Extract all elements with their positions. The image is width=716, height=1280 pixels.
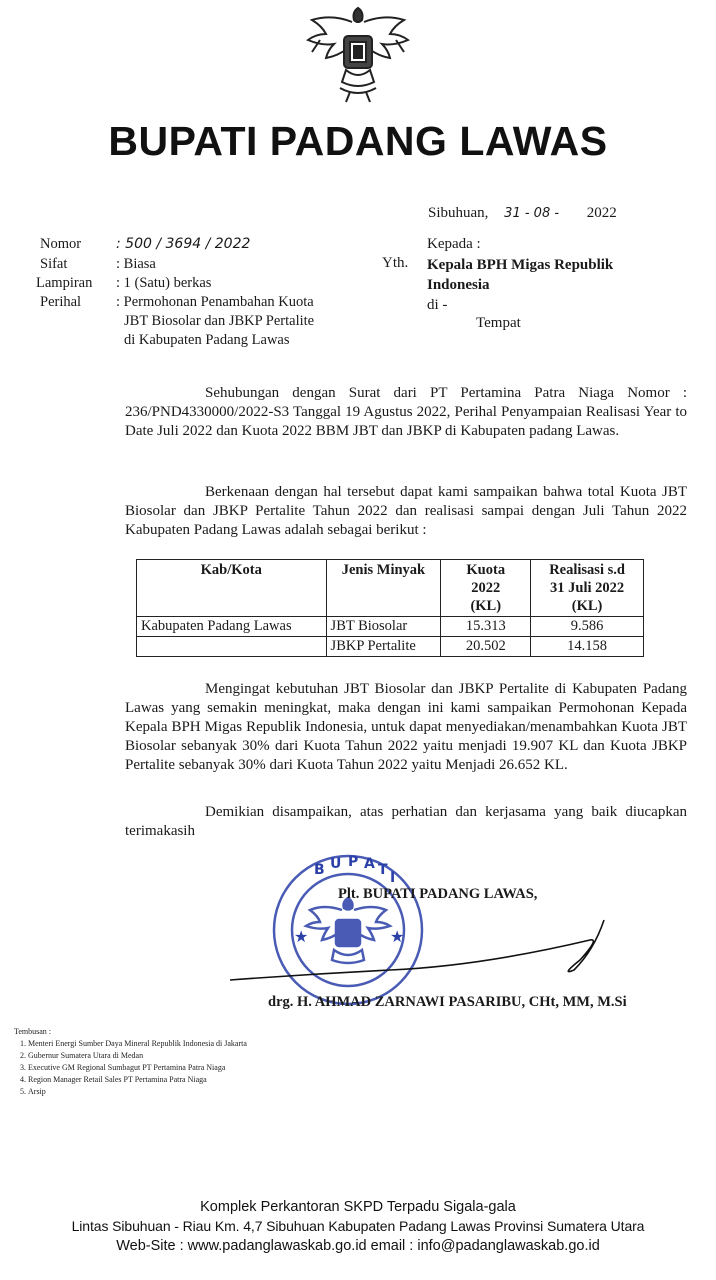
paragraph-4 [125, 803, 687, 841]
garuda-emblem-icon [300, 0, 416, 106]
sifat-label: Sifat [40, 256, 68, 272]
recipient-line2: Indonesia [427, 277, 490, 293]
perihal-value-line1: : Permohonan Penambahan Kuota [116, 294, 314, 310]
paragraph-4-text: Demikian disampaikan, atas perhatian dan kerjasama yang baik diucapkan terimakasih [125, 804, 687, 839]
header-jenis-minyak: Jenis Minyak [326, 560, 441, 617]
paragraph-1-text: Sehubungan dengan Surat dari PT Pertamina Patra Niaga Nomor : 236/PND4330000/2022-S3 Tanggal 19 Agustus 2022, Perihal Penyampaian Realisasi Year to Date Juli 2022 dan Kuota 2022 BBM JBT dan JBKP di Kabupaten padang Lawas. [125, 385, 687, 439]
kepada-label: Kepada : [427, 236, 481, 252]
header-kuota [441, 560, 531, 617]
svg-text:B: B [314, 862, 325, 878]
svg-text:P: P [348, 854, 359, 870]
di-label: di - [427, 297, 448, 313]
cell-jenis: JBKP Pertalite [326, 637, 441, 657]
paragraph-2-text: Berkenaan dengan hal tersebut dapat kami sampaikan bahwa total Kuota JBT Biosolar dan JBKP Pertalite Tahun 2022 dan realisasi sampai dengan Juli Tahun 2022 Kabupaten Padang Lawas adalah sebagai berikut : [125, 484, 687, 538]
header-realisasi-line3: (KL) [571, 598, 603, 614]
svg-text:★: ★ [390, 927, 405, 946]
header-realisasi-line1: Realisasi s.d [549, 562, 625, 578]
cell-kuota: 20.502 [441, 637, 531, 657]
list-item: 4. Region Manager Retail Sales PT Pertamina Patra Niaga [28, 1074, 247, 1086]
svg-text:T: T [378, 862, 388, 878]
date-line [428, 205, 617, 222]
list-item: 3. Executive GM Regional Sumbagut PT Pertamina Patra Niaga [28, 1062, 247, 1074]
table-header-row [137, 560, 644, 617]
svg-text:★: ★ [294, 927, 309, 946]
nomor-label: Nomor [40, 236, 82, 252]
signature-scribble-icon [220, 900, 620, 990]
header-kuota-line3: (KL) [470, 598, 502, 614]
list-item: 2. Gubernur Sumatera Utara di Medan [28, 1050, 247, 1062]
perihal-value-line3: di Kabupaten Padang Lawas [124, 332, 290, 348]
list-item: 5. Arsip [28, 1086, 247, 1098]
recipient-name [427, 255, 613, 295]
perihal-label: Perihal [40, 294, 82, 310]
tembusan-block [14, 1026, 247, 1098]
footer-contact-line: Web-Site : www.padanglawaskab.go.id email : info@padanglawaskab.go.id [116, 1238, 600, 1254]
perihal-value-line2: JBT Biosolar dan JBKP Pertalite [124, 313, 315, 329]
lampiran-value: : 1 (Satu) berkas [116, 275, 212, 291]
table-row [137, 617, 644, 637]
tembusan-list [14, 1038, 247, 1098]
lampiran-label: Lampiran [36, 275, 93, 291]
paragraph-2 [125, 483, 687, 540]
list-item: 1. Menteri Energi Sumber Daya Mineral Republik Indonesia di Jakarta [28, 1038, 247, 1050]
cell-kuota: 15.313 [441, 617, 531, 637]
signatory-title: Plt. BUPATI PADANG LAWAS, [338, 886, 538, 902]
footer-address-line2: Lintas Sibuhuan - Riau Km. 4,7 Sibuhuan Kabupaten Padang Lawas Provinsi Sumatera Utara [71, 1218, 645, 1234]
year-text: 2022 [586, 205, 617, 221]
cell-kab [137, 637, 327, 657]
svg-text:A: A [364, 856, 375, 872]
footer-address-line1: Komplek Perkantoran SKPD Terpadu Sigala-gala [200, 1199, 516, 1215]
header-realisasi-line2: 31 Juli 2022 [550, 580, 625, 596]
svg-text:U: U [330, 856, 342, 872]
place-text: Sibuhuan, [428, 205, 489, 221]
header-realisasi [531, 560, 644, 617]
paragraph-3-text: Mengingat kebutuhan JBT Biosolar dan JBKP Pertalite di Kabupaten Padang Lawas yang semakin meningkat, maka dengan ini kami sampaikan Permohonan Kepada Kepala BPH Migas Republik Indonesia, untuk dapat menyediakan/menambahkan Kuota JBT Biosolar sebanyak 30% dari Kuota Tahun 2022 yaitu menjadi 19.907 KL dan Kuota JBKP Pertalite sebanyak 30% dari Kuota Tahun 2022 yaitu Menjadi 26.652 KL. [125, 681, 687, 773]
tembusan-label: Tembusan : [14, 1027, 51, 1036]
svg-text:I: I [390, 870, 396, 886]
table-row [137, 637, 644, 657]
handwritten-date: 31 - 08 - [504, 206, 560, 221]
cell-jenis: JBT Biosolar [326, 617, 441, 637]
quota-table [136, 559, 644, 657]
paragraph-1 [125, 384, 687, 441]
paragraph-3 [125, 680, 687, 775]
recipient-line1: Kepala BPH Migas Republik [427, 257, 614, 273]
cell-kab: Kabupaten Padang Lawas [137, 617, 327, 637]
yth-label: Yth. [382, 255, 409, 271]
sifat-value: : Biasa [116, 256, 156, 272]
signatory-name: drg. H. AHMAD ZARNAWI PASARIBU, CHt, MM, M.Si [268, 994, 627, 1010]
header-kuota-line2: 2022 [471, 580, 501, 596]
cell-realisasi: 14.158 [531, 637, 644, 657]
cell-realisasi: 9.586 [531, 617, 644, 637]
header-kuota-line1: Kuota [466, 562, 506, 578]
nomor-value: : 500 / 3694 / 2022 [116, 236, 251, 252]
tempat-label: Tempat [476, 315, 521, 331]
letterhead-title: BUPATI PADANG LAWAS [108, 118, 608, 164]
header-kab-kota: Kab/Kota [137, 560, 327, 617]
